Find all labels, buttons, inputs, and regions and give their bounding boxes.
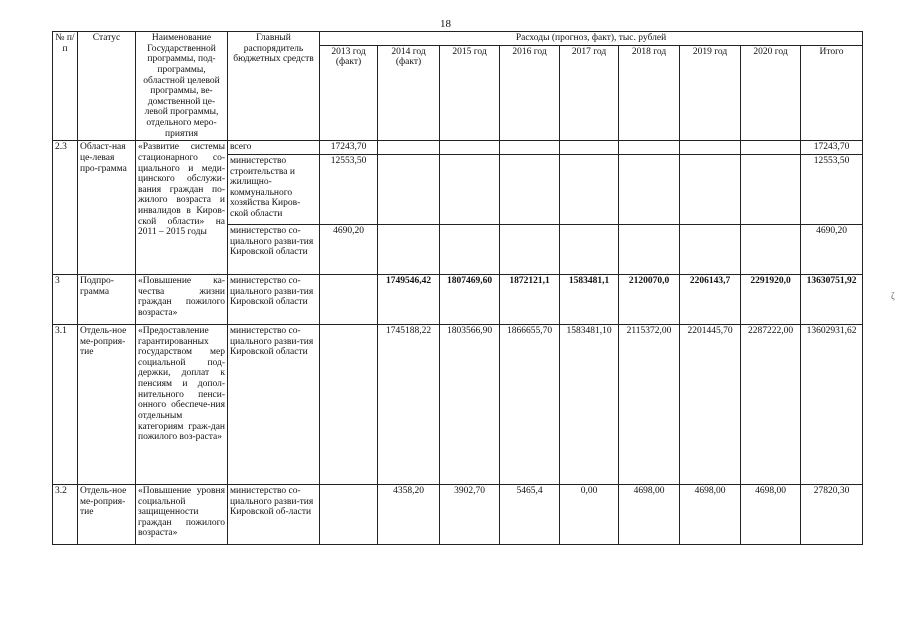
row-status: Подпро-грамма [78,274,136,324]
row-executor: министерство со-циального разви-тия Кировской области [228,274,320,324]
table-row [53,484,863,544]
cell-total: 27820,30 [801,484,863,544]
header-year-2019: 2019 год [680,45,741,141]
header-year-2014: 2014 год (факт) [378,45,440,141]
cell-2015: 3902,70 [440,484,500,544]
cell-2016: 1866655,70 [500,324,560,484]
header-year-2018: 2018 год [619,45,680,141]
cell-total: 13602931,62 [801,324,863,484]
row-num: 3.2 [53,484,78,544]
cell-2019: 2206143,7 [680,274,741,324]
row-name: «Развитие системы стационарного со-циального и меди-цинского обслужи-вания граждан по-жилого возраста и инвалидов в Киров-ской области» на 2011 – 2015 годы [136,141,228,275]
row-num: 3 [53,274,78,324]
cell-2013: 17243,70 [320,141,378,155]
row-status: Отдель-ное ме-роприя-тие [78,324,136,484]
table-row [53,274,863,324]
header-row-1 [53,32,863,46]
cell-2020: 2291920,0 [741,274,801,324]
cell-total: 13630751,92 [801,274,863,324]
header-executor: Главный распорядитель бюджетных средств [228,32,320,141]
cell-2018: 2115372,00 [619,324,680,484]
cell-2015: 1803566,90 [440,324,500,484]
cell-2019: 4698,00 [680,484,741,544]
cell-2018: 4698,00 [619,484,680,544]
table-row [53,141,863,155]
cell-2013: 4690,20 [320,224,378,274]
header-year-2013: 2013 год (факт) [320,45,378,141]
cell-2016: 1872121,1 [500,274,560,324]
row-executor: министерство со-циального разви-тия Кировской области [228,224,320,274]
table-row [53,324,863,484]
cell-total: 12553,50 [801,154,863,224]
cell-2013 [320,274,378,324]
header-year-2020: 2020 год [741,45,801,141]
row-num: 2.3 [53,141,78,275]
margin-mark: ζ [891,291,895,301]
cell-total: 17243,70 [801,141,863,155]
header-name: Наименование Государственной программы, под-программы, областной целевой программы, ве-домственной це-левой программы, отдельного меро-приятия [136,32,228,141]
cell-2016: 5465,4 [500,484,560,544]
cell-2019: 2201445,70 [680,324,741,484]
page-number: 18 [440,18,451,30]
row-executor: министерство со-циального разви-тия Кировской об-ласти [228,484,320,544]
row-executor: всего [228,141,320,155]
cell-2017: 1583481,10 [560,324,619,484]
cell-2014: 1745188,22 [378,324,440,484]
header-num: № п/п [53,32,78,141]
row-num: 3.1 [53,324,78,484]
row-executor: министерство строительства и жилищно-коммунального хозяйства Киров-ской области [228,154,320,224]
row-status: Област-ная це-левая про-грамма [78,141,136,275]
cell-2020: 4698,00 [741,484,801,544]
cell-2018: 2120070,0 [619,274,680,324]
header-expenses: Расходы (прогноз, факт), тыс. рублей [320,32,863,46]
cell-2014: 1749546,42 [378,274,440,324]
header-total: Итого [801,45,863,141]
expenses-table [52,31,863,545]
cell-2013: 12553,50 [320,154,378,224]
cell-total: 4690,20 [801,224,863,274]
cell-2017: 1583481,1 [560,274,619,324]
row-executor: министерство со-циального разви-тия Кировской области [228,324,320,484]
cell-2017: 0,00 [560,484,619,544]
cell-2020: 2287222,00 [741,324,801,484]
header-year-2016: 2016 год [500,45,560,141]
cell-2014: 4358,20 [378,484,440,544]
row-name: «Повышение ка-чества жизни граждан пожилого возраста» [136,274,228,324]
cell-2015: 1807469,60 [440,274,500,324]
cell-2013 [320,324,378,484]
row-status: Отдель-ное ме-роприя-тие [78,484,136,544]
header-year-2015: 2015 год [440,45,500,141]
header-status: Статус [78,32,136,141]
row-name: «Повышение уровня социальной защищенности граждан пожилого возраста» [136,484,228,544]
row-name: «Предоставление гарантированных государством мер социальной под-держки, доплат к пенсиям и допол-нительного пенси-онного обеспече-ния отдельным категориям граж-дан пожилого воз-раста» [136,324,228,484]
cell-2013 [320,484,378,544]
header-year-2017: 2017 год [560,45,619,141]
